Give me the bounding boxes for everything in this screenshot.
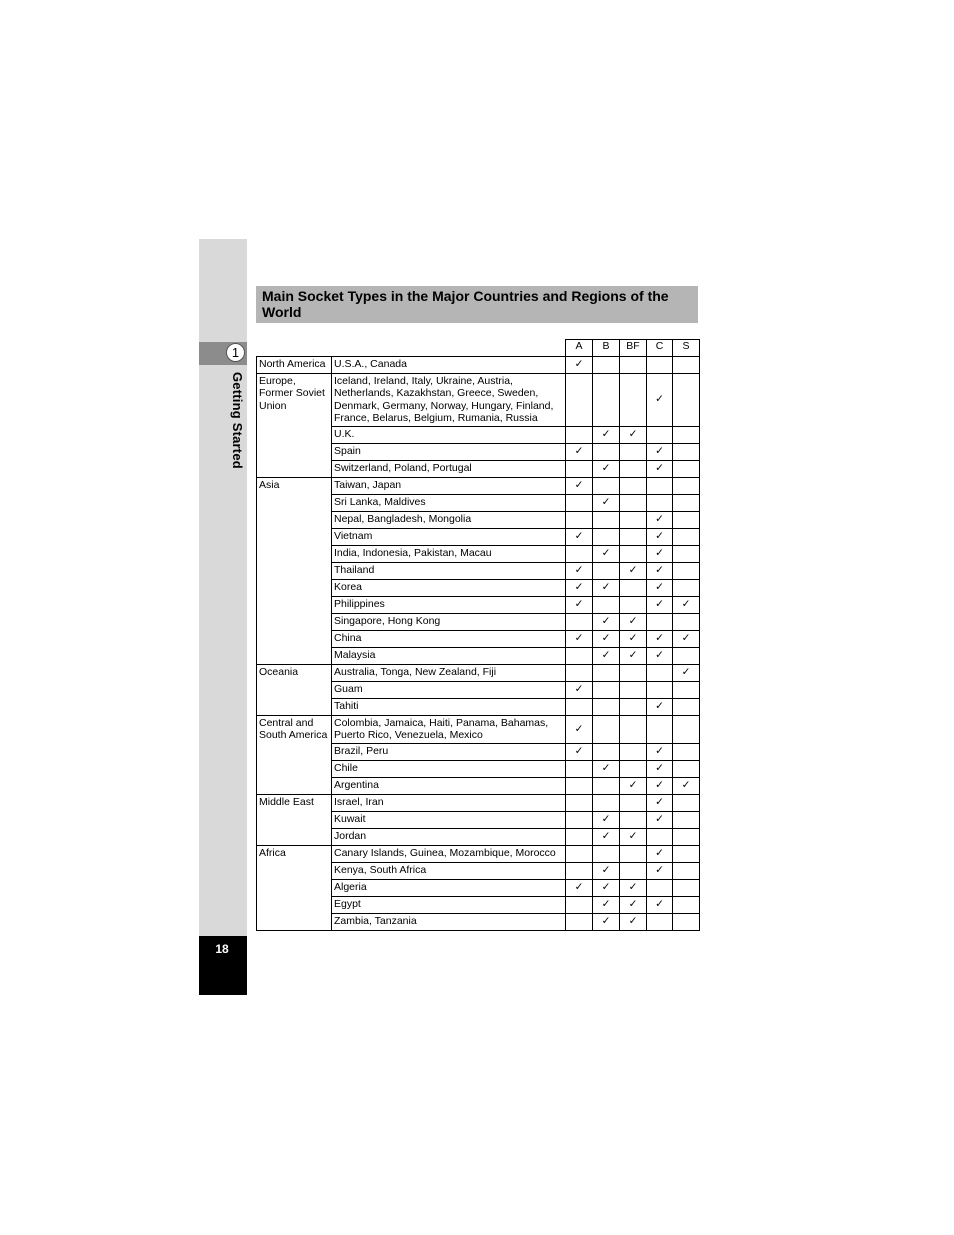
- socket-check-b: [593, 426, 620, 443]
- socket-check-bf: [620, 373, 647, 426]
- socket-check-s: [673, 494, 700, 511]
- check-icon: ✓: [655, 513, 664, 526]
- socket-check-b: [593, 777, 620, 794]
- countries-cell: Taiwan, Japan: [332, 477, 566, 494]
- socket-check-s: [673, 777, 700, 794]
- socket-check-s: [673, 896, 700, 913]
- socket-check-b: [593, 845, 620, 862]
- check-icon: ✓: [655, 581, 664, 594]
- socket-check-a: [566, 681, 593, 698]
- socket-check-a: [566, 811, 593, 828]
- check-icon: ✓: [601, 864, 611, 877]
- socket-check-bf: [620, 896, 647, 913]
- region-cell: Middle East: [257, 794, 332, 845]
- socket-check-c: [647, 596, 673, 613]
- header-blank-cell: [257, 340, 566, 357]
- socket-check-b: [593, 373, 620, 426]
- socket-check-a: [566, 913, 593, 930]
- check-icon: ✓: [628, 428, 638, 441]
- socket-check-b: [593, 356, 620, 373]
- socket-check-a: [566, 562, 593, 579]
- socket-check-s: [673, 630, 700, 647]
- check-icon: ✓: [601, 632, 611, 645]
- socket-check-bf: [620, 443, 647, 460]
- socket-check-s: [673, 545, 700, 562]
- socket-check-s: [673, 879, 700, 896]
- countries-cell: Kuwait: [332, 811, 566, 828]
- check-icon: ✓: [628, 779, 638, 792]
- socket-check-c: [647, 664, 673, 681]
- table-row: [257, 356, 700, 373]
- check-icon: ✓: [574, 722, 584, 735]
- socket-check-bf: [620, 579, 647, 596]
- socket-check-c: [647, 647, 673, 664]
- socket-check-b: [593, 715, 620, 743]
- socket-check-s: [673, 373, 700, 426]
- countries-cell: Brazil, Peru: [332, 743, 566, 760]
- countries-cell: Chile: [332, 760, 566, 777]
- socket-check-a: [566, 511, 593, 528]
- check-icon: ✓: [601, 881, 611, 894]
- region-cell: Europe, Former Soviet Union: [257, 373, 332, 477]
- countries-cell: Algeria: [332, 879, 566, 896]
- countries-cell: Canary Islands, Guinea, Mozambique, Morocco: [332, 845, 566, 862]
- socket-table: [256, 339, 700, 931]
- socket-table-body: [257, 340, 700, 931]
- check-icon: ✓: [628, 632, 638, 645]
- check-icon: ✓: [681, 598, 691, 611]
- check-icon: ✓: [655, 864, 664, 877]
- socket-check-a: [566, 373, 593, 426]
- countries-cell: Kenya, South Africa: [332, 862, 566, 879]
- column-header-c: C: [647, 340, 673, 357]
- socket-check-b: [593, 477, 620, 494]
- socket-check-a: [566, 630, 593, 647]
- countries-cell: Tahiti: [332, 698, 566, 715]
- socket-check-bf: [620, 511, 647, 528]
- check-icon: ✓: [601, 830, 611, 843]
- socket-check-c: [647, 494, 673, 511]
- check-icon: ✓: [655, 847, 664, 860]
- socket-check-c: [647, 698, 673, 715]
- socket-check-s: [673, 613, 700, 630]
- countries-cell: Vietnam: [332, 528, 566, 545]
- socket-check-s: [673, 811, 700, 828]
- socket-check-b: [593, 913, 620, 930]
- countries-cell: Singapore, Hong Kong: [332, 613, 566, 630]
- socket-check-s: [673, 596, 700, 613]
- socket-check-s: [673, 715, 700, 743]
- socket-check-a: [566, 760, 593, 777]
- check-icon: ✓: [655, 796, 664, 809]
- socket-check-b: [593, 443, 620, 460]
- socket-check-b: [593, 647, 620, 664]
- socket-check-b: [593, 794, 620, 811]
- socket-check-bf: [620, 715, 647, 743]
- countries-cell: China: [332, 630, 566, 647]
- socket-check-c: [647, 426, 673, 443]
- check-icon: ✓: [574, 632, 584, 645]
- socket-check-b: [593, 528, 620, 545]
- column-header-s: S: [673, 340, 700, 357]
- check-icon: ✓: [655, 393, 664, 406]
- check-icon: ✓: [574, 683, 584, 696]
- socket-check-a: [566, 545, 593, 562]
- table-row: [257, 794, 700, 811]
- socket-check-a: [566, 896, 593, 913]
- socket-check-b: [593, 613, 620, 630]
- countries-cell: Malaysia: [332, 647, 566, 664]
- table-row: [257, 664, 700, 681]
- socket-check-a: [566, 460, 593, 477]
- countries-cell: Korea: [332, 579, 566, 596]
- socket-check-c: [647, 477, 673, 494]
- check-icon: ✓: [655, 462, 664, 475]
- socket-check-s: [673, 426, 700, 443]
- socket-check-c: [647, 913, 673, 930]
- countries-cell: India, Indonesia, Pakistan, Macau: [332, 545, 566, 562]
- check-icon: ✓: [655, 649, 664, 662]
- table-row: [257, 715, 700, 743]
- check-icon: ✓: [628, 615, 638, 628]
- socket-check-bf: [620, 647, 647, 664]
- socket-check-c: [647, 743, 673, 760]
- check-icon: ✓: [601, 649, 611, 662]
- check-icon: ✓: [628, 830, 638, 843]
- socket-check-bf: [620, 760, 647, 777]
- check-icon: ✓: [574, 881, 584, 894]
- socket-check-a: [566, 579, 593, 596]
- socket-check-c: [647, 879, 673, 896]
- check-icon: ✓: [655, 632, 664, 645]
- check-icon: ✓: [601, 615, 611, 628]
- socket-check-bf: [620, 613, 647, 630]
- socket-check-a: [566, 845, 593, 862]
- socket-check-bf: [620, 777, 647, 794]
- socket-check-bf: [620, 794, 647, 811]
- countries-cell: Israel, Iran: [332, 794, 566, 811]
- socket-check-c: [647, 681, 673, 698]
- check-icon: ✓: [574, 358, 584, 371]
- socket-check-a: [566, 794, 593, 811]
- socket-check-s: [673, 913, 700, 930]
- countries-cell: Iceland, Ireland, Italy, Ukraine, Austria, Netherlands, Kazakhstan, Greece, Sweden, Denmark, Germany, Norway, Hungary, Finland, France, Belarus, Belgium, Rumania, Russia: [332, 373, 566, 426]
- section-title: Main Socket Types in the Major Countries and Regions of the World: [256, 286, 698, 323]
- countries-cell: Australia, Tonga, New Zealand, Fiji: [332, 664, 566, 681]
- countries-cell: Jordan: [332, 828, 566, 845]
- socket-check-a: [566, 528, 593, 545]
- check-icon: ✓: [601, 496, 611, 509]
- socket-check-s: [673, 511, 700, 528]
- check-icon: ✓: [655, 898, 664, 911]
- check-icon: ✓: [601, 547, 611, 560]
- check-icon: ✓: [574, 564, 584, 577]
- countries-cell: Spain: [332, 443, 566, 460]
- check-icon: ✓: [655, 779, 664, 792]
- check-icon: ✓: [655, 547, 664, 560]
- check-icon: ✓: [655, 598, 664, 611]
- socket-check-s: [673, 579, 700, 596]
- check-icon: ✓: [601, 581, 611, 594]
- socket-check-a: [566, 743, 593, 760]
- socket-check-b: [593, 698, 620, 715]
- socket-check-bf: [620, 426, 647, 443]
- socket-check-bf: [620, 698, 647, 715]
- check-icon: ✓: [601, 428, 611, 441]
- socket-check-a: [566, 698, 593, 715]
- socket-check-c: [647, 862, 673, 879]
- check-icon: ✓: [628, 898, 638, 911]
- socket-check-bf: [620, 460, 647, 477]
- countries-cell: Argentina: [332, 777, 566, 794]
- check-icon: ✓: [655, 445, 664, 458]
- socket-check-a: [566, 356, 593, 373]
- table-header-row: [257, 340, 700, 357]
- countries-cell: Philippines: [332, 596, 566, 613]
- socket-check-bf: [620, 879, 647, 896]
- page-number-box: [199, 936, 247, 995]
- socket-check-b: [593, 460, 620, 477]
- socket-check-a: [566, 828, 593, 845]
- socket-check-b: [593, 545, 620, 562]
- socket-check-a: [566, 777, 593, 794]
- check-icon: ✓: [601, 813, 611, 826]
- socket-check-bf: [620, 664, 647, 681]
- socket-check-c: [647, 562, 673, 579]
- socket-check-b: [593, 811, 620, 828]
- socket-check-s: [673, 760, 700, 777]
- socket-check-s: [673, 477, 700, 494]
- socket-check-b: [593, 879, 620, 896]
- socket-check-c: [647, 828, 673, 845]
- socket-check-c: [647, 794, 673, 811]
- socket-check-c: [647, 811, 673, 828]
- page-number: 18: [215, 942, 229, 956]
- countries-cell: U.S.A., Canada: [332, 356, 566, 373]
- region-cell: North America: [257, 356, 332, 373]
- socket-check-b: [593, 760, 620, 777]
- check-icon: ✓: [628, 915, 638, 928]
- countries-cell: Colombia, Jamaica, Haiti, Panama, Bahamas, Puerto Rico, Venezuela, Mexico: [332, 715, 566, 743]
- socket-check-c: [647, 545, 673, 562]
- socket-check-bf: [620, 913, 647, 930]
- socket-check-bf: [620, 862, 647, 879]
- socket-check-s: [673, 443, 700, 460]
- socket-check-s: [673, 528, 700, 545]
- socket-check-bf: [620, 845, 647, 862]
- socket-check-c: [647, 715, 673, 743]
- socket-check-s: [673, 862, 700, 879]
- check-icon: ✓: [601, 762, 611, 775]
- check-icon: ✓: [574, 581, 584, 594]
- socket-check-bf: [620, 528, 647, 545]
- region-cell: Oceania: [257, 664, 332, 715]
- socket-check-a: [566, 596, 593, 613]
- socket-check-b: [593, 681, 620, 698]
- countries-cell: U.K.: [332, 426, 566, 443]
- socket-check-b: [593, 630, 620, 647]
- socket-check-b: [593, 579, 620, 596]
- check-icon: ✓: [574, 479, 584, 492]
- socket-check-b: [593, 828, 620, 845]
- socket-check-s: [673, 562, 700, 579]
- socket-check-a: [566, 494, 593, 511]
- socket-check-b: [593, 596, 620, 613]
- column-header-bf: BF: [620, 340, 647, 357]
- countries-cell: Egypt: [332, 896, 566, 913]
- socket-check-c: [647, 845, 673, 862]
- region-cell: Asia: [257, 477, 332, 664]
- socket-check-c: [647, 460, 673, 477]
- socket-check-c: [647, 356, 673, 373]
- check-icon: ✓: [574, 530, 584, 543]
- socket-check-c: [647, 777, 673, 794]
- socket-check-c: [647, 760, 673, 777]
- check-icon: ✓: [601, 915, 611, 928]
- socket-check-s: [673, 647, 700, 664]
- socket-check-s: [673, 460, 700, 477]
- socket-check-bf: [620, 494, 647, 511]
- socket-check-s: [673, 794, 700, 811]
- check-icon: ✓: [628, 649, 638, 662]
- socket-check-a: [566, 477, 593, 494]
- check-icon: ✓: [574, 745, 584, 758]
- socket-check-b: [593, 664, 620, 681]
- region-cell: Africa: [257, 845, 332, 930]
- socket-check-b: [593, 896, 620, 913]
- socket-check-s: [673, 356, 700, 373]
- socket-check-c: [647, 579, 673, 596]
- socket-check-a: [566, 426, 593, 443]
- column-header-a: A: [566, 340, 593, 357]
- socket-check-c: [647, 373, 673, 426]
- check-icon: ✓: [628, 881, 638, 894]
- check-icon: ✓: [601, 898, 611, 911]
- socket-check-c: [647, 443, 673, 460]
- socket-check-b: [593, 862, 620, 879]
- column-header-b: B: [593, 340, 620, 357]
- countries-cell: Switzerland, Poland, Portugal: [332, 460, 566, 477]
- chapter-title: Getting Started: [230, 372, 245, 469]
- socket-check-b: [593, 494, 620, 511]
- socket-check-a: [566, 647, 593, 664]
- socket-check-bf: [620, 681, 647, 698]
- socket-check-a: [566, 613, 593, 630]
- socket-check-a: [566, 879, 593, 896]
- countries-cell: Nepal, Bangladesh, Mongolia: [332, 511, 566, 528]
- region-cell: Central and South America: [257, 715, 332, 794]
- check-icon: ✓: [655, 564, 664, 577]
- socket-check-c: [647, 528, 673, 545]
- check-icon: ✓: [574, 445, 584, 458]
- socket-check-a: [566, 664, 593, 681]
- socket-check-bf: [620, 743, 647, 760]
- socket-check-b: [593, 743, 620, 760]
- socket-check-bf: [620, 356, 647, 373]
- check-icon: ✓: [655, 745, 664, 758]
- socket-check-bf: [620, 828, 647, 845]
- check-icon: ✓: [681, 632, 691, 645]
- socket-check-s: [673, 698, 700, 715]
- socket-check-c: [647, 613, 673, 630]
- socket-check-bf: [620, 811, 647, 828]
- socket-check-b: [593, 562, 620, 579]
- socket-check-a: [566, 862, 593, 879]
- countries-cell: Thailand: [332, 562, 566, 579]
- socket-check-a: [566, 715, 593, 743]
- check-icon: ✓: [655, 530, 664, 543]
- countries-cell: Zambia, Tanzania: [332, 913, 566, 930]
- check-icon: ✓: [655, 700, 664, 713]
- socket-check-b: [593, 511, 620, 528]
- socket-check-bf: [620, 630, 647, 647]
- table-row: [257, 373, 700, 426]
- socket-check-bf: [620, 596, 647, 613]
- table-row: [257, 477, 700, 494]
- check-icon: ✓: [628, 564, 638, 577]
- check-icon: ✓: [681, 779, 691, 792]
- socket-check-s: [673, 743, 700, 760]
- check-icon: ✓: [574, 598, 584, 611]
- check-icon: ✓: [655, 813, 664, 826]
- countries-cell: Guam: [332, 681, 566, 698]
- socket-check-s: [673, 828, 700, 845]
- socket-check-s: [673, 845, 700, 862]
- socket-check-c: [647, 511, 673, 528]
- socket-check-bf: [620, 562, 647, 579]
- socket-check-s: [673, 664, 700, 681]
- socket-check-s: [673, 681, 700, 698]
- check-icon: ✓: [681, 666, 691, 679]
- table-row: [257, 845, 700, 862]
- countries-cell: Sri Lanka, Maldives: [332, 494, 566, 511]
- socket-check-c: [647, 896, 673, 913]
- check-icon: ✓: [601, 462, 611, 475]
- socket-check-bf: [620, 477, 647, 494]
- check-icon: ✓: [655, 762, 664, 775]
- socket-check-a: [566, 443, 593, 460]
- chapter-number: 1: [226, 343, 245, 362]
- socket-check-bf: [620, 545, 647, 562]
- socket-check-c: [647, 630, 673, 647]
